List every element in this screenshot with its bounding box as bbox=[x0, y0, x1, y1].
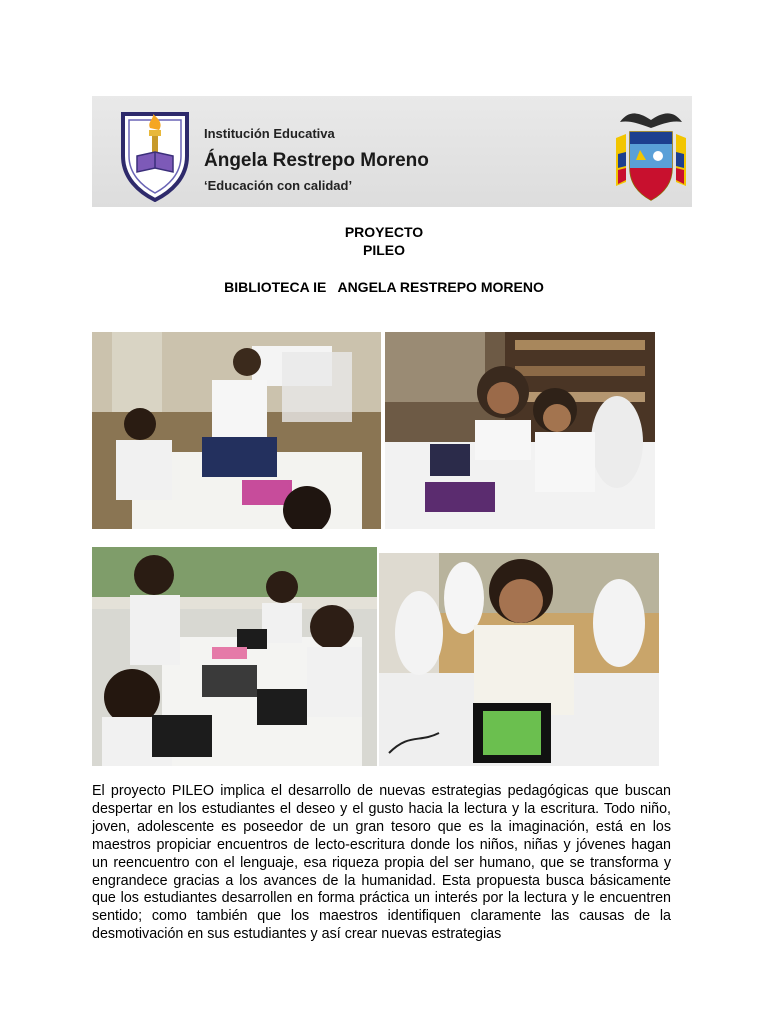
colombia-coat-of-arms-icon bbox=[612, 104, 690, 204]
project-name: PILEO bbox=[362, 242, 405, 258]
body-paragraph: El proyecto PILEO implica el desarrollo de nuevas estrategias pedagógicas que buscan despertar en los estudiantes el deseo y el gusto hacia la lectura y la escritura. Todo niño, joven, adolescente es poseedor de un gran tesoro que es la imaginación, está en los maestros propiciar encuentros de lecto-escritura donde los niños, niñas y jóvenes hagan un reencuentro con el lenguaje, esa riqueza propia del ser humano, que se transforma y engrandece gracias a los avances de la humanidad. Esta propuesta busca básicamente que los estudiantes desarrollen en forma práctica un interés por la lectura y le encuentren sentido; como también que los maestros identifiquen claramente las causas de la desmotivación en sus estudiantes y así crear nuevas estrategias bbox=[92, 783, 671, 943]
photo-students-with-tablets bbox=[92, 547, 377, 766]
library-heading: BIBLIOTECA IE ANGELA RESTREPO MORENO bbox=[224, 279, 544, 295]
photo-two-girls-library bbox=[385, 332, 655, 529]
photo-girl-with-tablet bbox=[379, 553, 659, 766]
school-shield-logo-icon bbox=[119, 110, 191, 202]
institution-motto: ‘Educación con calidad’ bbox=[204, 178, 353, 193]
header-banner bbox=[92, 96, 692, 207]
photo-students-drawing-table bbox=[92, 332, 381, 529]
institution-name: Ángela Restrepo Moreno bbox=[204, 150, 429, 171]
project-heading: PROYECTO bbox=[344, 224, 424, 240]
institution-label: Institución Educativa bbox=[204, 126, 335, 141]
